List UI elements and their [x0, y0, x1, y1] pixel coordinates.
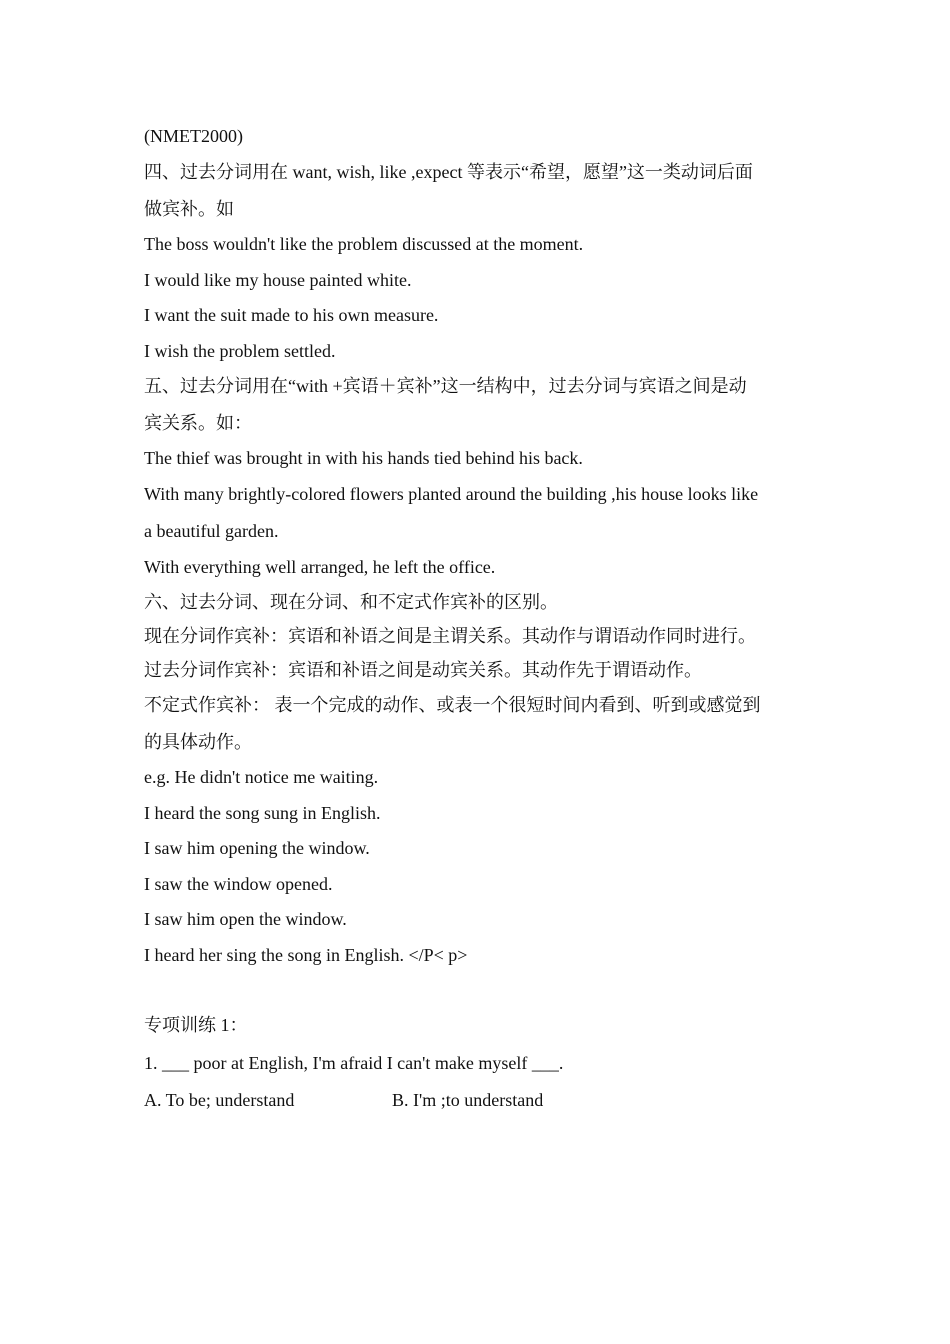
example-sentence: I saw him opening the window.	[144, 838, 370, 858]
section-4-heading-cont: 做宾补。如	[144, 199, 234, 219]
example-sentence: I heard her sing the song in English. </P< p>	[144, 945, 468, 965]
rule-infinitive-cont: 的具体动作。	[144, 732, 252, 752]
source-note: (NMET2000)	[144, 126, 243, 146]
question-1: 1. ___ poor at English, I'm afraid I can't make myself ___.	[144, 1053, 564, 1073]
rule-present-participle: 现在分词作宾补：宾语和补语之间是主谓关系。其动作与谓语动作同时进行。	[144, 626, 756, 646]
example-sentence: I saw the window opened.	[144, 874, 333, 894]
example-sentence: With many brightly-colored flowers planted around the building ,his house looks like	[144, 484, 759, 504]
section-5-heading: 五、过去分词用在“with +宾语＋宾补”这一结构中，过去分词与宾语之间是动	[144, 376, 747, 396]
exercise-title: 专项训练 1：	[144, 1015, 248, 1035]
example-sentence: I want the suit made to his own measure.	[144, 305, 439, 325]
example-sentence: I saw him open the window.	[144, 909, 347, 929]
example-sentence: I wish the problem settled.	[144, 341, 336, 361]
example-sentence-cont: a beautiful garden.	[144, 521, 279, 541]
option-a: A. To be; understand	[144, 1090, 295, 1110]
option-b: B. I'm ;to understand	[392, 1090, 544, 1110]
section-4-heading: 四、过去分词用在 want, wish, like ,expect 等表示“希望，愿望”这一类动词后面	[144, 162, 753, 182]
example-sentence: e.g. He didn't notice me waiting.	[144, 767, 379, 787]
rule-past-participle: 过去分词作宾补：宾语和补语之间是动宾关系。其动作先于谓语动作。	[144, 660, 702, 680]
section-6-heading: 六、过去分词、现在分词、和不定式作宾补的区别。	[144, 592, 558, 612]
example-sentence: The boss wouldn't like the problem discussed at the moment.	[144, 234, 584, 254]
example-sentence: I would like my house painted white.	[144, 270, 412, 290]
example-sentence: I heard the song sung in English.	[144, 803, 381, 823]
section-5-heading-cont: 宾关系。如：	[144, 413, 252, 433]
example-sentence: With everything well arranged, he left the office.	[144, 557, 496, 577]
rule-infinitive: 不定式作宾补： 表一个完成的动作、或表一个很短时间内看到、听到或感觉到	[144, 695, 761, 715]
example-sentence: The thief was brought in with his hands tied behind his back.	[144, 448, 583, 468]
